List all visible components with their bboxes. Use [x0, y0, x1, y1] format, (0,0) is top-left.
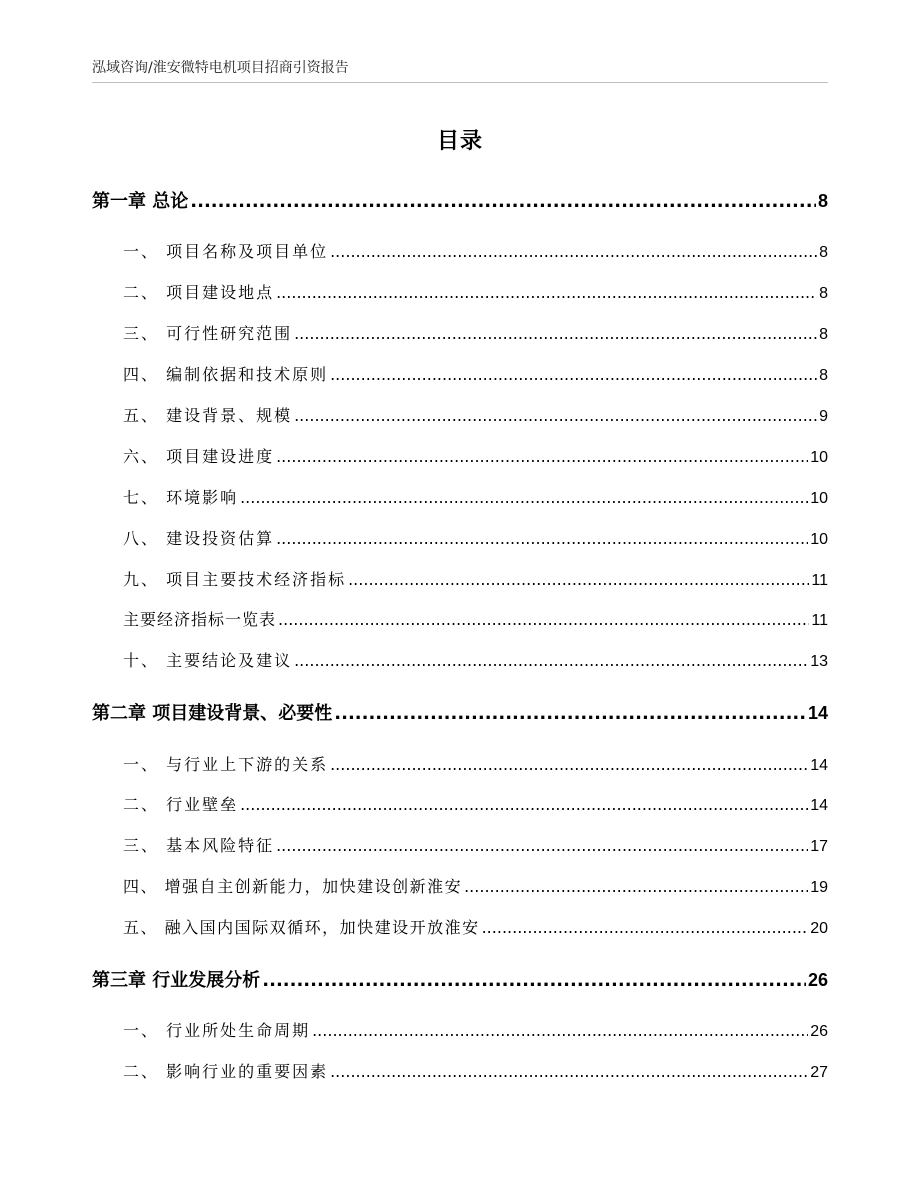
toc-entry-page: 14: [807, 703, 828, 723]
toc-entry-page: 10: [810, 490, 828, 507]
toc-entry-page: 8: [819, 326, 828, 343]
toc-entry-section[interactable]: [123, 567, 828, 593]
toc-entry-page: 13: [810, 653, 828, 670]
toc-entry-section[interactable]: [123, 1059, 828, 1085]
dot-leader: [276, 280, 817, 306]
dot-leader: [330, 752, 808, 778]
toc-entry-chapter-3[interactable]: [92, 966, 828, 994]
dot-leader: [294, 403, 817, 429]
toc-entry-page: 17: [810, 838, 828, 855]
toc-entry-section[interactable]: [123, 444, 828, 470]
toc-entry-section[interactable]: [123, 833, 828, 859]
dot-leader: [262, 967, 806, 995]
toc-entry-chapter-1[interactable]: [92, 187, 828, 215]
toc-entry-page: 8: [819, 285, 828, 302]
toc-entry-label: 十、 主要结论及建议: [123, 651, 293, 670]
dot-leader: [334, 700, 806, 728]
toc-entry-page: 11: [811, 572, 828, 589]
toc-entry-section[interactable]: [123, 485, 828, 511]
toc-entry-label: 主要经济指标一览表: [123, 610, 277, 629]
toc-entry-label: 一、 行业所处生命周期: [123, 1021, 311, 1040]
toc-entry-page: 8: [819, 244, 828, 261]
dot-leader: [482, 915, 809, 941]
toc-entry-page: 14: [810, 797, 828, 814]
toc-entry-label: 四、 增强自主创新能力，加快建设创新淮安: [123, 877, 463, 896]
toc-entry-label: 九、 项目主要技术经济指标: [123, 570, 347, 589]
dot-leader: [276, 833, 808, 859]
toc-entry-section[interactable]: [123, 648, 828, 674]
toc-entry-section[interactable]: [123, 915, 828, 941]
toc-entry-page: 27: [810, 1064, 828, 1081]
toc-entry-page: 19: [810, 879, 828, 896]
toc-entry-label: 五、 融入国内国际双循环，加快建设开放淮安: [123, 918, 480, 937]
toc-entry-section[interactable]: [123, 792, 828, 818]
toc-entry-label: 二、 行业壁垒: [123, 795, 239, 814]
dot-leader: [348, 567, 809, 593]
dot-leader: [190, 188, 816, 216]
toc-entry-page: 20: [810, 920, 828, 937]
running-header: 泓域咨询/淮安微特电机项目招商引资报告: [92, 60, 349, 76]
toc-entry-section[interactable]: [123, 280, 828, 306]
toc-entry-section[interactable]: [123, 526, 828, 552]
toc-entry-table[interactable]: [123, 607, 828, 633]
toc-entry-label: 三、 基本风险特征: [123, 836, 275, 855]
toc-entry-label: 一、 项目名称及项目单位: [123, 242, 329, 261]
toc-title: 目录: [436, 129, 483, 154]
toc-entry-label: 三、 可行性研究范围: [123, 324, 293, 343]
toc-entry-label: 六、 项目建设进度: [123, 447, 275, 466]
toc-entry-page: 11: [811, 612, 828, 629]
toc-entry-label: 七、 环境影响: [123, 488, 239, 507]
toc-entry-label: 八、 建设投资估算: [123, 529, 275, 548]
dot-leader: [294, 321, 817, 347]
toc-entry-page: 9: [819, 408, 828, 425]
toc-entry-label: 第三章 行业发展分析: [92, 970, 261, 991]
toc-entry-section[interactable]: [123, 874, 828, 900]
toc-entry-section[interactable]: [123, 752, 828, 778]
toc-entry-label: 二、 项目建设地点: [123, 283, 275, 302]
toc-entry-section[interactable]: [123, 403, 828, 429]
toc-entry-page: 8: [817, 191, 828, 211]
toc-entry-page: 26: [810, 1023, 828, 1040]
dot-leader: [276, 444, 808, 470]
dot-leader: [278, 607, 809, 633]
toc-entry-section[interactable]: [123, 362, 828, 388]
toc-entry-label: 第二章 项目建设背景、必要性: [92, 703, 333, 724]
toc-entry-section[interactable]: [123, 1018, 828, 1044]
dot-leader: [294, 648, 808, 674]
toc-entry-label: 四、 编制依据和技术原则: [123, 365, 329, 384]
toc-entry-label: 一、 与行业上下游的关系: [123, 755, 329, 774]
toc-entry-page: 10: [810, 531, 828, 548]
toc-entry-section[interactable]: [123, 321, 828, 347]
toc-entry-label: 第一章 总论: [92, 191, 189, 212]
dot-leader: [276, 526, 808, 552]
toc-entry-page: 10: [810, 449, 828, 466]
toc-entry-page: 8: [819, 367, 828, 384]
dot-leader: [240, 792, 808, 818]
toc-entry-label: 五、 建设背景、规模: [123, 406, 293, 425]
toc-entry-label: 二、 影响行业的重要因素: [123, 1062, 329, 1081]
toc-entry-chapter-2[interactable]: [92, 699, 828, 727]
dot-leader: [330, 239, 817, 265]
dot-leader: [330, 1059, 808, 1085]
toc-entry-section[interactable]: [123, 239, 828, 265]
toc-entry-page: 26: [807, 970, 828, 990]
dot-leader: [312, 1018, 808, 1044]
dot-leader: [330, 362, 817, 388]
dot-leader: [240, 485, 808, 511]
dot-leader: [464, 874, 808, 900]
toc-entry-page: 14: [810, 757, 828, 774]
